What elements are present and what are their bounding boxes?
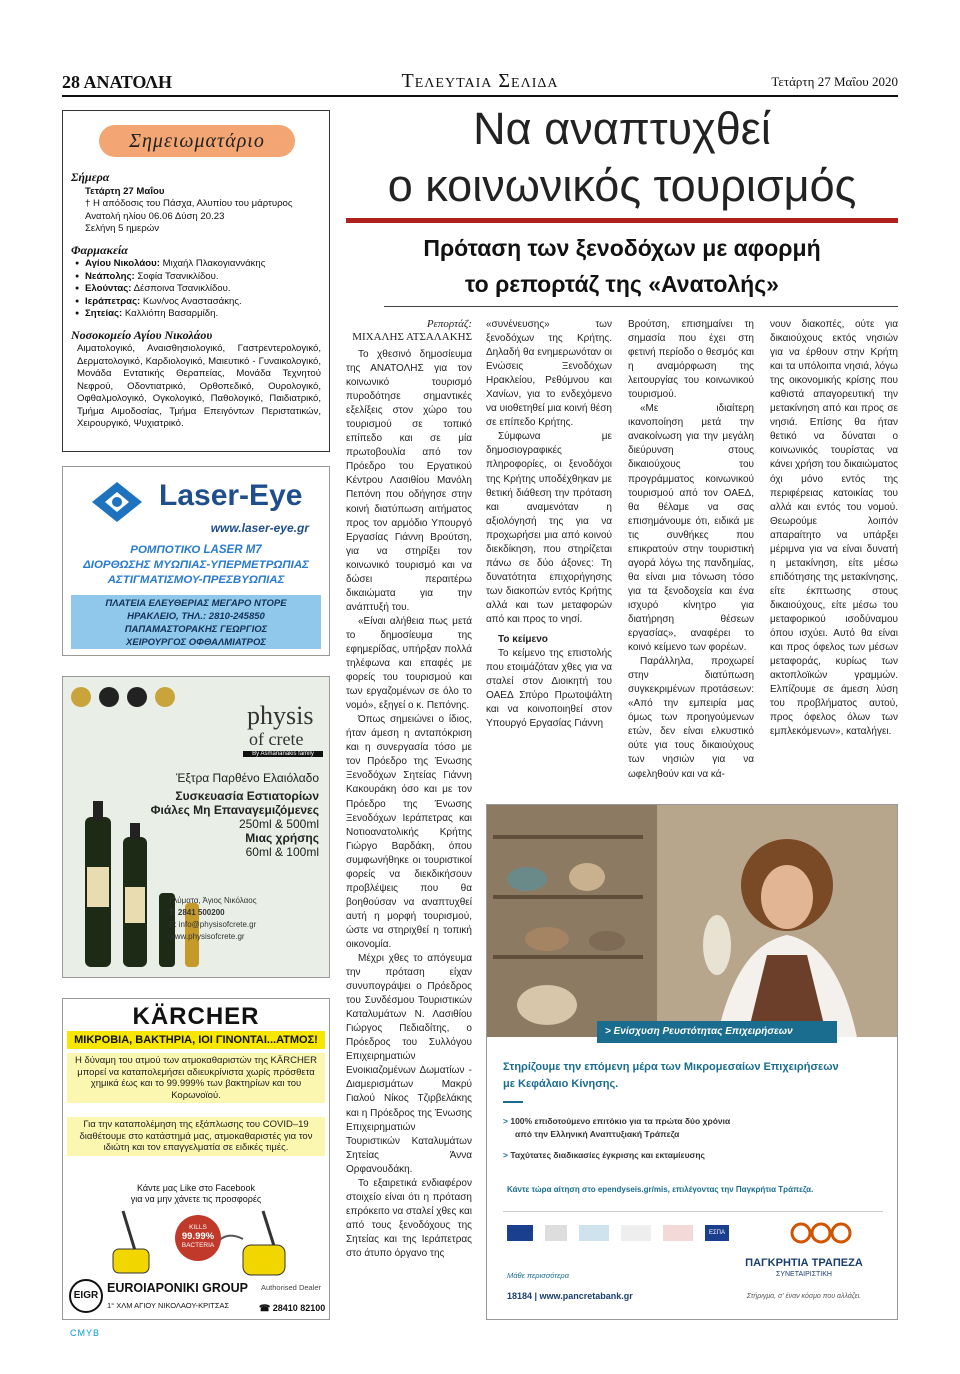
paragraph: Το χθεσινό δημοσίευμα της ΑΝΑΤΟΛΗΣ για τον κοινωνικό τουρισμό πυροδότησε σημαντικές εξελίξεις στον χώρο του τουρισμού σε τοπικό επίπεδο και σε μία πρωτοβουλία από τον Πρόεδρο του Εργατικού Κέντρου Λασιθίου Μανόλη Πεπόνη που οδήγησε στην κοινή διατύπωση αιτήματος προς τον αρμόδιο Υπουργό Εργασίας Γιάννη Βρούτση, για να στηρίξει τον κοινωνικό τουρισμό και να δώσει περαιτέρω δικαιώματα για την ανάπτυξή του. <box>346 349 472 613</box>
pharmacy-item: ● Σητείας: Καλλιόπη Βασαρμίδη. <box>71 308 323 321</box>
bank-slogan: Στήριγμα, σ' έναν κόσμο που αλλάζει. <box>746 1293 862 1300</box>
article-column-1 <box>346 318 472 1324</box>
bank-headline: Στηρίζουμε την επόμενη μέρα των Μικρομεσαίων Επιχειρήσεων με Κεφάλαιο Κίνησης. <box>503 1061 839 1090</box>
byline-label: Ρεπορτάζ: <box>426 318 472 330</box>
pharmacy-item: ● Αγίου Νικολάου: Μιχαήλ Πλακογιαννάκης <box>71 258 323 271</box>
karcher-text-1: Η δύναμη του ατμού των ατμοκαθαριστών της KÄRCHER μπορεί να καταπολεμήσει αδιευκρίνιστα χωρίς πρόσθετα χημικά έως και το 99.999% των βακτηρίων και του Κορωνοϊού. <box>67 1053 325 1103</box>
hospital-heading: Νοσοκομείο Αγίου Νικολάου <box>71 327 213 342</box>
paragraph: Βρούτση, επισημαίνει τη σημασία που έχει στη φετινή περίοδο ο θεσμός και η αναμόρφωση της λειτουργίας του κοινωνικού τουρισμού. <box>628 319 754 401</box>
paragraph: «Είναι αλήθεια πως μετά το δημοσίευμα της εφημερίδας, υπήρξαν πολλά τηλέφωνα και επαφές με φορείς του τουρισμού και των εργαζομένων σε όλο το νομό», εξηγεί ο κ. Πεπόνης. <box>346 615 472 712</box>
physis-description: Έξτρα Παρθένο Ελαιόλαδο Συσκευασία Εστιατορίων Φιάλες Μη Επαναγεμιζόμενες 250ml & 500ml Μιας χρήσης 60ml & 100ml <box>150 771 319 859</box>
physis-ad[interactable] <box>62 676 330 978</box>
notes-title: Σημειωματάριο <box>99 125 295 157</box>
group-phone: ☎ 28410 82100 <box>259 1303 326 1313</box>
bank-rule <box>503 1211 883 1212</box>
subheadline-rule <box>384 306 898 307</box>
group-name: EUROIAPONIKI GROUP <box>107 1281 248 1295</box>
today-heading: Σήμερα <box>71 170 110 184</box>
group-address: 1° ΧΛΜ ΑΓΙΟΥ ΝΙΚΟΛΑΟΥ-ΚΡΙΤΣΑΣ <box>107 1301 230 1310</box>
espa-2014-logo-icon <box>663 1225 693 1241</box>
article-column-3 <box>628 318 754 784</box>
bank-divider <box>503 1101 523 1103</box>
eu-flag-icon <box>507 1225 533 1241</box>
chevron-right-icon: > <box>503 1116 508 1126</box>
karcher-brand: KÄRCHER <box>132 1003 260 1030</box>
eu-logos <box>507 1225 729 1246</box>
bank-phone-web[interactable]: 18184 | www.pancretabank.gr <box>507 1291 633 1301</box>
notes-box <box>62 110 330 452</box>
pottery-photo <box>487 805 897 1037</box>
chevron-right-icon: > <box>503 1150 508 1160</box>
issue-date: Τετάρτη 27 Μαΐου 2020 <box>771 74 898 89</box>
paragraph: Παράλληλα, προχωρεί στην διατύπωση συγκεκριμένων προτάσεων: «Από την εμπειρία μας όμως των προηγούμενων ετών, δεν είναι ελκυστικό ούτε για τους δικαιούχους των νησιών για να ωφεληθούν και να κά- <box>628 656 754 780</box>
paragraph: νουν διακοπές, ούτε για δικαιούχους εκτός νησιών για να έρθουν στην Κρήτη και τα υπόλοιπα νησιά, λόγω της οικονομικής κρίσης που καθιστά απαγορευτική την μετακίνηση από και προς σε νησιά. Επίσης θα ήταν θετικό να δύναται ο κοινωνικός τουρίστας να κάνει χρήση του δικαιώματος όχι μόνο εντός της περιφέρειας κατοικίας του αλλά και εντός του νομού. Θεωρούμε λοιπόν απαραίτητο να υπάρξει μέριμνα για να είναι δυνατή η μετακίνηση, είτε μέσω επιδότησης της μετακίνησης, είτε έκπτωσης στους δικαιούχους, είτε μέσω του μεταφορικού ισοδύναμου όπου ισχύει. Αυτό θα είναι και προς όφελος των μέσων μεταφοράς, κυρίως των ακτοπλοϊκών γραμμών. Ελπίζουμε σε άμεση λύση του προβλήματος αυτού, προς όφελος όλων των εμπλεκόμενων», καταλήγει. <box>770 319 898 738</box>
award-medals <box>71 687 175 712</box>
karcher-ad[interactable] <box>62 998 330 1320</box>
paragraph: «Με ιδιαίτερη ικανοποίηση μετά την ανακοίνωση για την μεγάλη διεύρυνση στους δικαιούχους του προγράμματος κοινωνικού τουρισμού από τον ΟΑΕΔ, θα θέλαμε να σας επισημάνουμε ότι, ειδικά με τις συνθήκες που επικρατούν στην τουριστική αγορά λόγω της πανδημίας, θα είναι μια τόνωση τόσο για τα ξενοδοχεία και ένα ισχυρό κίνητρο για διατήρηση θέσεων εργασίας», αναφέρει το κοινό κείμενο των φορέων. <box>628 403 754 654</box>
today-line: Ανατολή ηλίου 06.06 Δύση 20.23 <box>85 210 225 222</box>
physis-brand-sub: of crete <box>249 729 304 749</box>
pharmacy-item: ● Ιεράπετρας: Κων/νος Αναστασάκης. <box>71 296 323 309</box>
article-column-2 <box>486 318 612 784</box>
today-line: Σελήνη 5 ημερών <box>85 223 160 234</box>
laser-eye-logo-icon <box>87 477 147 527</box>
bank-benefits: > 100% επιδοτούμενο επιτόκιο για τα πρώτα δύο χρόνια από την Ελληνική Αναπτυξιακή Τράπεζα > Ταχύτατες διαδικασίες έγκρισης και εκταμίευσης <box>503 1116 731 1160</box>
today-line: † Η απόδοσις του Πάσχα, Αλυπίου του μάρτυρος <box>85 198 293 209</box>
bank-cta[interactable]: Κάντε τώρα αίτηση στο ependyseis.gr/mis, επιλέγοντας την Παγκρήτια Τράπεζα. <box>507 1185 814 1194</box>
bank-banner: > Ενίσχυση Ρευστότητας Επιχειρήσεων <box>597 1021 837 1043</box>
ministry-logo-icon <box>545 1225 567 1241</box>
karcher-text-2: Για την καταπολέμηση της εξάπλωσης του COVID–19 διαθέτουμε στο κατάστημά μας, ατμοκαθαριστές για τον ιδιώτη και τον επαγγελματία σε ειδικές τιμές. <box>67 1117 325 1156</box>
espa-logo-icon: ΕΣΠΑ <box>705 1225 729 1241</box>
phone-icon: ☎ <box>259 1303 271 1313</box>
pharmacies-heading: Φαρμακεία <box>71 242 128 257</box>
pancreta-spiral-logo-icon <box>789 1221 853 1245</box>
physis-brand: physis <box>247 701 314 730</box>
byline-name: ΜΙΧΑΛΗΣ ΑΤΣΑΛΑΚΗΣ <box>352 331 472 343</box>
subhead: Το κείμενο <box>498 634 548 646</box>
headline: Να αναπτυχθεί ο κοινωνικός τουρισμός <box>387 103 857 211</box>
medal-icon <box>71 687 91 707</box>
olive-oil-bottles-icon <box>75 797 215 973</box>
laser-eye-ad[interactable] <box>62 466 330 656</box>
paragraph: «συνένευσης» των ξενοδόχων της Κρήτης. Δηλαδή θα ενημερωνόταν οι Ενώσεις Ξενοδόχων Ηρακλείου, Ρεθύμνου και Χανίων, για το ενδεχόμενο να υιοθετηθεί μια κοινή θέση σε επίπεδο Κρήτης. <box>486 319 612 429</box>
pancreta-bank-ad[interactable] <box>486 804 898 1320</box>
subheadline: Πρόταση των ξενοδόχων με αφορμή το ρεπορτάζ της «Ανατολής» <box>423 235 821 297</box>
medal-icon <box>127 687 147 707</box>
laser-eye-address: ΠΛΑΤΕΙΑ ΕΛΕΥΘΕΡΙΑΣ ΜΕΓΑΡΟ ΝΤΟΡΕ ΗΡΑΚΛΕΙΟ, ΤΗΛ.: 2810-245850 ΠΑΠΑΜΑΣΤΟΡΑΚΗΣ ΓΕΩΡΓΙΟΣ ΧΕΙΡΟΥΡΓΟΣ ΟΦΘΑΛΜΙΑΤΡΟΣ <box>71 595 321 649</box>
laser-eye-brand: Laser-Eye <box>159 479 303 512</box>
authorised-dealer: Authorised Dealer <box>261 1283 322 1292</box>
hospital-departments: Αιματολογικό, Αναισθησιολογικό, Γαστρεντερολογικό, Δερματολογικό, Καρδιολογικό, Μαιευτικό - Γυναικολογικό, Μονάδα Εντατικής Θεραπείας, Μονάδα Τεχνητού Νεφρού, Οδοντιατρικό, Ορθοπεδικό, Ουρολογικό, Οφθαλμολογικό, Ογκολογικό, Παθολογικό, Παιδιατρικό, Τμήμα Αιμοδοσίας, Τμήμα Επειγόντων Περιστατικών, Χειρουργικό, Ψυχιατρικό. <box>77 343 321 429</box>
karcher-headline: ΜΙΚΡΟΒΙΑ, ΒΑΚΤΗΡΙΑ, ΙΟΙ ΓΙΝΟΝΤΑΙ...ΑΤΜΟΣ! <box>67 1031 325 1049</box>
medal-icon <box>155 687 175 707</box>
notes-body <box>71 167 323 431</box>
paragraph: Σύμφωνα με δημοσιογραφικές πληροφορίες, οι ξενοδόχοι της Κρήτης υποδέχθηκαν με θετική διάθεση την πρόταση και αναμενόταν η αξιολόγησή της για να προχωρήσει μια από κοινού διεκδίκηση, που στηρίζεται πάνω σε δύο άξονες: Τη δυνατότητα επιχορήγησης των διακοπών εντός Κρήτης αλλά και των μεταφορών από και προς το νησί. <box>486 431 612 625</box>
paragraph: Όπως σημειώνει ο ίδιος, ήταν άμεση η ανταπόκριση και η συνεργασία τόσο με τον Πρόεδρο της Ένωσης Ξενοδόχων Σητείας Γιάννη Κακουράκη όσο και με τον Πρόεδρο της Ένωσης Ξενοδόχων Ιεράπετρας και Νοτιοανατολικής Κρήτης Γιώργο Βαρδάκη, όπου συμφωνήθηκε οι τουριστικοί φορείς να διεκδικήσουν προβλέψεις που θα βοηθούσαν να αναπτυχθεί αυτή η μορφή τουρισμού, ώστε να στηριχθεί η τοπική οικονομία. <box>346 714 472 950</box>
pharmacy-item: ● Νεάπολης: Σοφία Τσανικλίδου. <box>71 271 323 284</box>
cmyk-marks: CMYB <box>70 1328 101 1338</box>
epanek-logo-icon <box>621 1225 651 1241</box>
article-column-4 <box>770 318 898 784</box>
bank-type: ΣΥΝΕΤΑΙΡΙΣΤΙΚΗ <box>776 1271 832 1278</box>
medal-icon <box>99 687 119 707</box>
development-bank-logo-icon <box>579 1225 609 1241</box>
page-number: 28 ΑΝΑΤΟΛΗ <box>62 72 173 92</box>
pharmacy-item: ● Ελούντας: Δέσποινα Τσανικλίδου. <box>71 283 323 296</box>
today-date: Τετάρτη 27 Μαΐου <box>85 185 165 197</box>
karcher-facebook: Κάντε μας Like στο Facebook για να μην χάνετε τις προσφορές <box>130 1183 262 1204</box>
kills-bacteria-badge: KILLS 99.99% BACTERIA <box>175 1215 221 1261</box>
eigr-logo: EIGR <box>69 1279 103 1313</box>
headline-rule <box>346 218 898 223</box>
physis-contact: Γλύματα, Άγιος Νικόλαος T: 2841 500200 E: info@physisofcrete.gr www.physisofcrete.gr <box>169 896 257 941</box>
section-title: Τελευταια Σελιδα <box>401 70 559 92</box>
laser-eye-url: www.laser-eye.gr <box>210 521 309 535</box>
learn-more-label: Μάθε περισσότερα <box>507 1271 569 1280</box>
bank-name: ΠΑΓΚΡΗΤΙΑ ΤΡΑΠΕΖΑ <box>745 1257 863 1269</box>
header-rule <box>62 95 898 97</box>
paragraph: Μέχρι χθες το απόγευμα την πρόταση είχαν συνυπογράψει ο Πρόεδρος του Συνδέσμου Τουριστικών Καταλυμάτων Ν. Λασιθίου Γιώργος Πεδιαδίτης, ο Πρόεδρος του Συλλόγου Επιχειρηματιών Ενοικιαζομένων Δωματίων - Διαμερισμάτων Μακρύ Γιαλού Νίκος Τζιρβελάκης και η Πρόεδρος της Ένωσης Επιχειρηματιών Τουριστικών Καταλυμάτων Σητείας Άννα Ορφανουδάκη. <box>346 953 472 1175</box>
paragraph: Το κείμενο της επιστολής που ετοιμάζόταν χθες για να σταλεί στον Διοικητή του ΟΑΕΔ Σπύρο Πρωτοψάλτη και να κοινοποιηθεί στον Υπουργό Εργασίας Γιάννη <box>486 648 612 730</box>
laser-eye-services: ΡΟΜΠΟΤΙΚΟ LASER M7 ΔΙΟΡΘΩΣΗΣ ΜΥΩΠΙΑΣ-ΥΠΕΡΜΕΤΡΩΠΙΑΣ ΑΣΤΙΓΜΑΤΙΣΜΟΥ-ΠΡΕΣΒΥΩΠΙΑΣ <box>83 544 309 586</box>
paragraph: Το εξαιρετικά ενδιαφέρον στοιχείο είναι ότι η πρόταση επρόκειτο να σταλεί χθες και από τους ξενοδόχους της Σητείας και της Ιεράπετρας στο άτυπο όργανο της <box>346 1177 472 1259</box>
chevron-right-icon: > <box>605 1026 611 1037</box>
physis-tagline: By Asmarianakis family <box>243 751 323 757</box>
